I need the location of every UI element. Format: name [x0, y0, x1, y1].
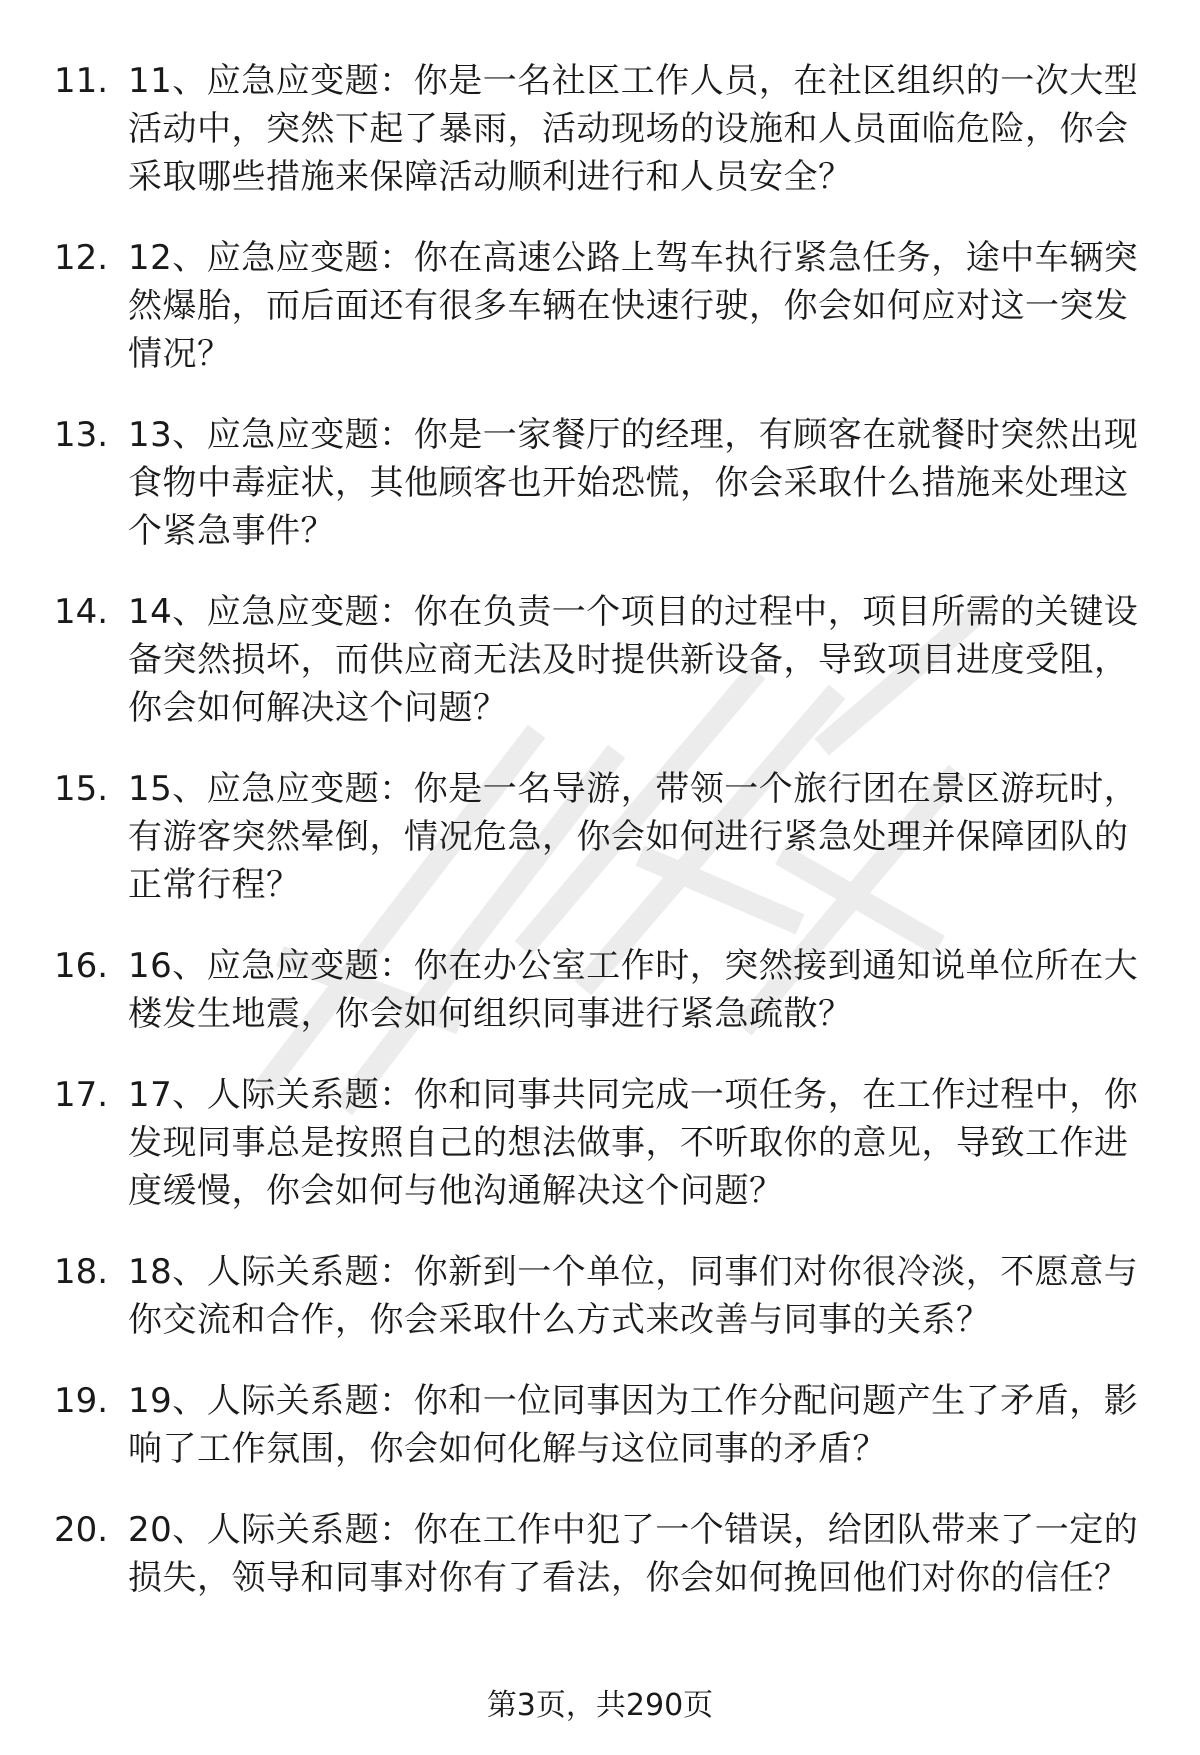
question-number: 14.	[54, 592, 109, 632]
question-item	[0, 1071, 1200, 1215]
question-text: 11、应急应变题：你是一名社区工作人员，在社区组织的一次大型活动中，突然下起了暴雨，活动现场的设施和人员面临危险，你会采取哪些措施来保障活动顺利进行和人员安全？	[128, 61, 1139, 197]
question-item	[0, 942, 1200, 1038]
page-indicator: 第3页，共290页	[486, 1688, 714, 1723]
question-text: 19、人际关系题：你和一位同事因为工作分配问题产生了矛盾，影响了工作氛围，你会如何化解与这位同事的矛盾？	[128, 1381, 1139, 1469]
question-number: 12.	[54, 238, 109, 278]
question-number: 15.	[54, 769, 109, 809]
question-number: 19.	[54, 1381, 109, 1421]
question-item	[0, 1248, 1200, 1344]
question-text: 12、应急应变题：你在高速公路上驾车执行紧急任务，途中车辆突然爆胎，而后面还有很多车辆在快速行驶，你会如何应对这一突发情况？	[128, 238, 1139, 374]
question-text: 17、人际关系题：你和同事共同完成一项任务，在工作过程中，你发现同事总是按照自己的想法做事，不听取你的意见，导致工作进度缓慢，你会如何与他沟通解决这个问题？	[128, 1075, 1139, 1211]
question-item	[0, 588, 1200, 732]
question-item	[0, 234, 1200, 378]
question-text: 15、应急应变题：你是一名导游，带领一个旅行团在景区游玩时，有游客突然晕倒，情况危急，你会如何进行紧急处理并保障团队的正常行程？	[128, 769, 1139, 905]
question-number: 16.	[54, 946, 109, 986]
question-text: 14、应急应变题：你在负责一个项目的过程中，项目所需的关键设备突然损坏，而供应商无法及时提供新设备，导致项目进度受阻，你会如何解决这个问题？	[128, 592, 1139, 728]
question-text: 20、人际关系题：你在工作中犯了一个错误，给团队带来了一定的损失，领导和同事对你有了看法，你会如何挽回他们对你的信任？	[128, 1510, 1139, 1598]
question-number: 18.	[54, 1252, 109, 1292]
question-item	[0, 1506, 1200, 1602]
question-number: 17.	[54, 1075, 109, 1115]
question-text: 18、人际关系题：你新到一个单位，同事们对你很冷淡，不愿意与你交流和合作，你会采取什么方式来改善与同事的关系？	[128, 1252, 1139, 1340]
question-number: 20.	[54, 1510, 109, 1550]
question-text: 16、应急应变题：你在办公室工作时，突然接到通知说单位所在大楼发生地震，你会如何组织同事进行紧急疏散？	[128, 946, 1139, 1034]
question-item	[0, 57, 1200, 201]
question-list	[0, 57, 1200, 1635]
question-number: 11.	[54, 61, 109, 101]
question-item	[0, 411, 1200, 555]
question-number: 13.	[54, 415, 109, 455]
question-text: 13、应急应变题：你是一家餐厅的经理，有顾客在就餐时突然出现食物中毒症状，其他顾客也开始恐慌，你会采取什么措施来处理这个紧急事件？	[128, 415, 1139, 551]
question-item	[0, 765, 1200, 909]
question-item	[0, 1377, 1200, 1473]
